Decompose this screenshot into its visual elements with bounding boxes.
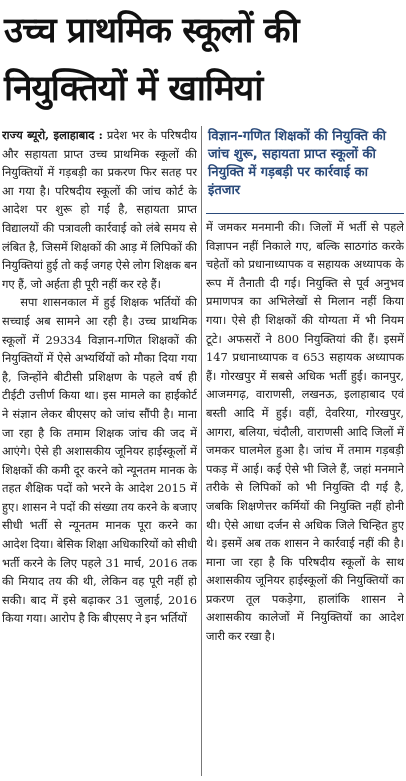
- subheadline-divider: [206, 213, 404, 214]
- headline: उच्च प्राथमिक स्कूलों की नियुक्तियों में खामियां: [4, 11, 299, 109]
- column-divider: [201, 126, 202, 776]
- article-column-1: [2, 126, 197, 778]
- article-paragraph: [2, 126, 197, 293]
- article-column-2: [206, 218, 404, 778]
- article-paragraph: में जमकर मनमानी की। जिलों में भर्ती से पहले विज्ञापन नहीं निकाले गए, बल्कि साठगांठ करके चहेतों को प्रधानाध्यापक व सहायक अध्यापक के रूप में तैनाती दी गई। नियुक्ति से पूर्व अनुभव प्रमाणपत्र का अभिलेखों से मिलान नहीं किया गया। ऐसे ही शिक्षकों की योग्यता में भी नियम टूटे। अफसरों ने 800 नियुक्तियां की हैं। इसमें 147 प्रधानाध्यापक व 653 सहायक अध्यापक हैं। गोरखपुर में सबसे अधिक भर्ती हुई। कानपुर, आजमगढ़, वाराणसी, लखनऊ, इलाहाबाद एवं बस्ती आदि में हुई। वहीं, देवरिया, गोरखपुर, आगरा, बलिया, चंदौली, वाराणसी आदि जिलों में जमकर घालमेल हुआ है। जांच में तमाम गड़बड़ी पकड़ में आई। कई ऐसे भी जिले हैं, जहां मनमाने तरीके से लिपिकों को भी नियुक्ति दी गई है, जबकि शिक्षणेत्तर कर्मियों की नियुक्ति नहीं होनी थी। ऐसे आधा दर्जन से अधिक जिले चिन्हित हुए थे। इसमें अब तक शासन ने कार्रवाई नहीं की है। माना जा रहा है कि परिषदीय स्कूलों के साथ अशासकीय जूनियर हाईस्कूलों की नियुक्तियों का प्रकरण तूल पकड़ेगा, हालांकि शासन ने अशासकीय कालेजों में नियुक्तियों का आदेश जारी कर रखा है।: [206, 220, 404, 644]
- article-paragraph: सपा शासनकाल में हुई शिक्षक भर्तियों की सच्चाई अब सामने आ रही है। उच्च प्राथमिक स्कूलों में 29334 विज्ञान-गणित शिक्षकों की नियुक्तियों में ऐसे अभ्यर्थियों को मौका दिया गया है, जिन्होंने बीटीसी प्रशिक्षण के पहले वर्ष ही टीईटी उत्तीर्ण किया था। इस मामले का हाईकोर्ट ने संज्ञान लेकर बीएसए को जांच सौंपी है। माना जा रहा है कि तमाम शिक्षक जांच की जद में आएंगे। ऐसे ही अशासकीय जूनियर हाईस्कूलों में शिक्षकों की कमी दूर करने को न्यूनतम मानक के तहत शैक्षिक पदों को भरने के आदेश 2015 में हुए। शासन ने पदों की संख्या तय करने के बजाए सीधी भर्ती से न्यूनतम मानक पूरा करने का आदेश दिया। बेसिक शिक्षा अधिकारियों को सीधी भर्ती करने के लिए पहले 31 मार्च, 2016 तक की मियाद तय की थी, लेकिन वह पूरी नहीं हो सकी। बाद में इसे बढ़ाकर 31 जुलाई, 2016 किया गया। आरोप है कि बीएसए ने इन भर्तियों: [2, 295, 197, 626]
- dateline: राज्य ब्यूरो, इलाहाबाद :: [2, 128, 103, 142]
- paragraph-text: प्रदेश भर के परिषदीय और सहायता प्राप्त उच्च प्राथमिक स्कूलों की नियुक्तियों में गड़बड़ी का प्रकरण फिर सतह पर आ गया है। परिषदीय स्कूलों की जांच कोर्ट के आदेश पर शुरू हो गई है, सहायता प्राप्त विद्यालयों की पत्रावली कार्रवाई को लंबे समय से लंबित है, जिसमें शिक्षकों की आड़ में लिपिकों की नियुक्तियां हुई तो कई जगह ऐसे लोग शिक्षक बन गए हैं, जो अर्हता ही पूरी नहीं कर रहे हैं।: [2, 128, 197, 291]
- subheadline: विज्ञान-गणित शिक्षकों की नियुक्ति की जांच शुरू, सहायता प्राप्त स्कूलों की नियुक्ति में गड़बड़ी पर कार्रवाई का इंतजार: [208, 129, 386, 198]
